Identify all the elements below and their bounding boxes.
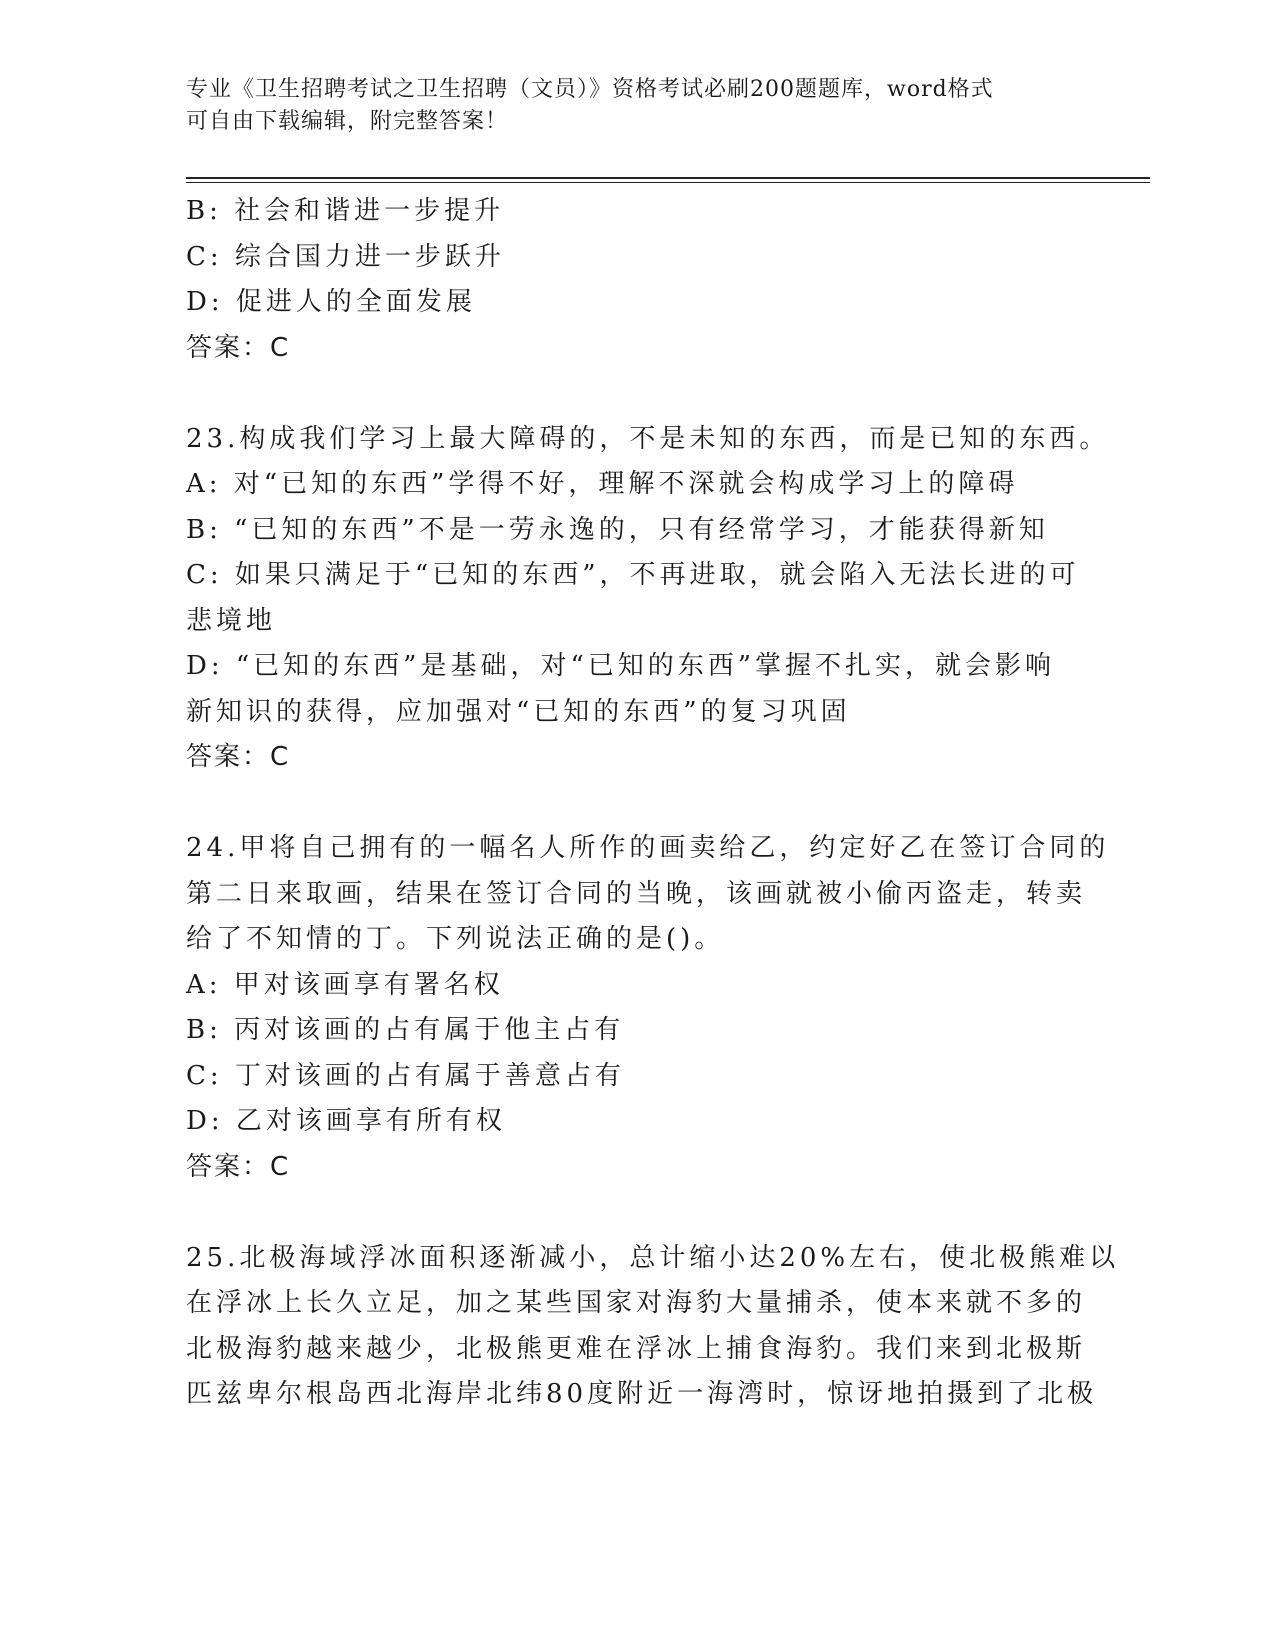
text-line: 新知识的获得，应加强对“已知的东西”的复习巩固 [186, 696, 851, 727]
text-line: C: 丁对该画的占有属于善意占有 [186, 1060, 625, 1091]
answer-line: 答案：C [186, 1151, 291, 1182]
text-line: B: 丙对该画的占有属于他主占有 [186, 1015, 625, 1045]
paragraph-gap [186, 1190, 1066, 1236]
answer-line: 答案：C [186, 742, 291, 772]
text-line: C: 如果只满足于“已知的东西”，不再进取，就会陷入无法长进的可 [186, 560, 1080, 590]
text-line: 23.构成我们学习上最大障碍的，不是未知的东西，而是已知的东西。 [186, 423, 1110, 454]
header-rule-thick [186, 177, 1150, 179]
answer-line: 答案：C [186, 332, 291, 363]
text-line: 第二日来取画，结果在签订合同的当晚，该画就被小偷丙盗走，转卖 [186, 878, 1087, 909]
text-line: D: 乙对该画享有所有权 [186, 1106, 506, 1136]
text-line: D: 促进人的全面发展 [186, 287, 476, 317]
text-line: B: “已知的东西”不是一劳永逸的，只有经常学习，才能获得新知 [186, 514, 1049, 545]
text-line: C: 综合国力进一步跃升 [186, 241, 505, 272]
text-line: A: 甲对该画享有署名权 [186, 969, 504, 1000]
paragraph-gap [186, 781, 1066, 827]
header-line-1: 专业《卫生招聘考试之卫生招聘（文员）》资格考试必刷200题题库，word格式 [186, 77, 994, 102]
paragraph-gap [186, 371, 1066, 417]
text-line: 北极海豹越来越少，北极熊更难在浮冰上捕食海豹。我们来到北极斯 [186, 1333, 1087, 1364]
header-rule-thin [186, 182, 1150, 183]
text-line: 24.甲将自己拥有的一幅名人所作的画卖给乙，约定好乙在签订合同的 [186, 833, 1110, 863]
document-header [186, 74, 1086, 138]
text-line: 匹兹卑尔根岛西北海岸北纬80度附近一海湾时，惊讶地拍摄到了北极 [186, 1379, 1098, 1409]
document-body [186, 189, 1120, 1418]
text-line: 悲境地 [186, 605, 277, 636]
text-line: 25.北极海域浮冰面积逐渐减小，总计缩小达20%左右，使北极熊难以 [186, 1242, 1120, 1273]
text-line: A: 对“已知的东西”学得不好，理解不深就会构成学习上的障碍 [186, 469, 1019, 499]
text-line: B: 社会和谐进一步提升 [186, 196, 505, 226]
text-line: D: “已知的东西”是基础，对“已知的东西”掌握不扎实，就会影响 [186, 651, 1056, 681]
text-line: 在浮冰上长久立足，加之某些国家对海豹大量捕杀，使本来就不多的 [186, 1288, 1087, 1318]
text-line: 给了不知情的丁。下列说法正确的是()。 [186, 924, 725, 954]
header-line-2: 可自由下载编辑，附完整答案！ [186, 109, 509, 134]
